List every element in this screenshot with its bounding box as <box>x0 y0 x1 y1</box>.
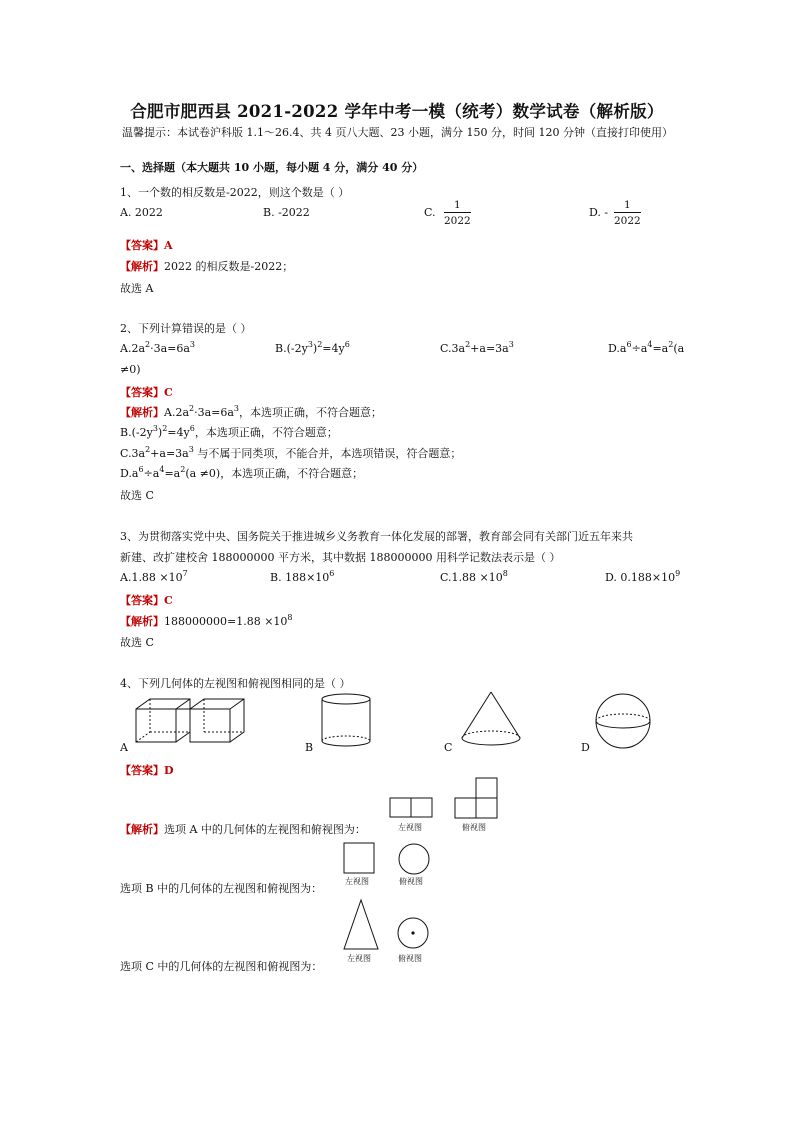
q4-c-left-view-caption: 左视图 <box>347 954 371 963</box>
q1-conclusion: 故选 A <box>120 282 154 295</box>
q3-option-b: B. $188\times 10^6$ <box>270 569 335 584</box>
q4-a-left-view <box>389 797 434 819</box>
q4-label-b: B <box>305 741 314 754</box>
q2-answer: 【答案】C <box>120 386 173 399</box>
q4-c-top-view <box>397 917 429 949</box>
q1-answer: 【答案】A <box>120 239 173 252</box>
q2-option-b: $B.(-2y^3)^2=4y^6$ <box>275 340 350 355</box>
q1-option-d: D. - <box>589 206 609 219</box>
q4-a-left-view-caption: 左视图 <box>398 823 422 832</box>
q2-option-a: $A.2a^2\cdot 3a=6a^3$ <box>120 340 196 355</box>
q4-figure-c-cone <box>460 690 522 748</box>
q4-b-top-view-caption: 俯视图 <box>399 877 423 886</box>
q4-a-top-view <box>454 778 498 820</box>
exam-tip: 温馨提示：本试卷沪科版 1.1～26.4、共 4 页八大题、23 小题，满分 150 分，时间 120 分钟（直接打印使用） <box>122 126 673 139</box>
q1-option-b: B. -2022 <box>263 206 310 219</box>
q4-analysis-a: 【解析】选项 A 中的几何体的左视图和俯视图为： <box>120 823 366 836</box>
q1-option-d-fraction: $\frac{1}{2022}$ <box>614 199 641 227</box>
q4-c-top-view-caption: 俯视图 <box>398 954 422 963</box>
q2-option-d-continued: ≠0) <box>120 363 141 376</box>
q4-figure-a-cubes <box>132 694 247 746</box>
q3-stem-line2: 新建、改扩建校舍 188000000 平方米，其中数据 188000000 用科学记数法表示是（ ） <box>120 551 561 564</box>
q4-figure-b-cylinder <box>320 693 372 749</box>
q4-analysis-b: 选项 B 中的几何体的左视图和俯视图为： <box>120 882 323 895</box>
q1-analysis: 【解析】2022 的相反数是-2022； <box>120 260 294 273</box>
q2-stem: 2、下列计算错误的是（ ） <box>120 322 252 335</box>
q4-b-left-view-caption: 左视图 <box>345 877 369 886</box>
q2-analysis-d: $D.a^6\div a^4=a^2(a \ne 0)$，本选项正确，不符合题意； <box>120 465 364 480</box>
q4-label-c: C <box>444 741 453 754</box>
q4-analysis-c: 选项 C 中的几何体的左视图和俯视图为： <box>120 960 323 973</box>
q4-c-left-view <box>343 899 379 951</box>
q1-stem: 1、一个数的相反数是-2022，则这个数是（ ） <box>120 186 350 199</box>
q3-answer: 【答案】C <box>120 594 173 607</box>
q2-option-c: $C.3a^2+a=3a^3$ <box>440 340 514 355</box>
q4-label-d: D <box>581 741 590 754</box>
q2-analysis-a: 【解析】$A.2a^2\cdot 3a=6a^3$，本选项正确，不符合题意； <box>120 404 383 419</box>
q2-conclusion: 故选 C <box>120 489 154 502</box>
q4-b-left-view <box>343 842 375 874</box>
document-title: 合肥市肥西县 2021-2022 学年中考一模（统考）数学试卷（解析版） <box>130 102 664 121</box>
q4-label-a: A <box>120 741 128 754</box>
q3-option-a: $A.1.88 \times 10^7$ <box>120 569 188 584</box>
q2-option-d: $D.a^6\div a^4=a^2(a$ <box>608 340 685 355</box>
q1-option-c: C. <box>424 206 436 219</box>
q1-option-c-fraction: $\frac{1}{2022}$ <box>444 199 471 227</box>
section-heading: 一、选择题（本大题共 10 小题，每小题 4 分，满分 40 分） <box>120 161 424 174</box>
q4-answer: 【答案】D <box>120 764 174 777</box>
q4-b-top-view <box>398 843 430 875</box>
q4-a-top-view-caption: 俯视图 <box>462 823 486 832</box>
q3-option-c: $C.1.88 \times 10^8$ <box>440 569 508 584</box>
q2-analysis-b: $B.(-2y^3)^2=4y^6$，本选项正确，不符合题意； <box>120 424 338 439</box>
q3-analysis: 【解析】$188000000=1.88 \times 10^8$ <box>120 613 293 628</box>
q2-analysis-c: $C.3a^2+a=3a^3$ 与不属于同类项，不能合并，本选项错误，符合题意； <box>120 445 462 460</box>
q3-conclusion: 故选 C <box>120 636 154 649</box>
q4-figure-d-sphere <box>594 692 652 750</box>
q3-stem-line1: 3、为贯彻落实党中央、国务院关于推进城乡义务教育一体化发展的部署，教育部会同有关部门近五年来共 <box>120 530 633 543</box>
q3-option-d: D. $0.188\times 10^9$ <box>605 569 681 584</box>
q1-option-a: A. 2022 <box>120 206 163 219</box>
q4-stem: 4、下列几何体的左视图和俯视图相同的是（ ） <box>120 677 351 690</box>
